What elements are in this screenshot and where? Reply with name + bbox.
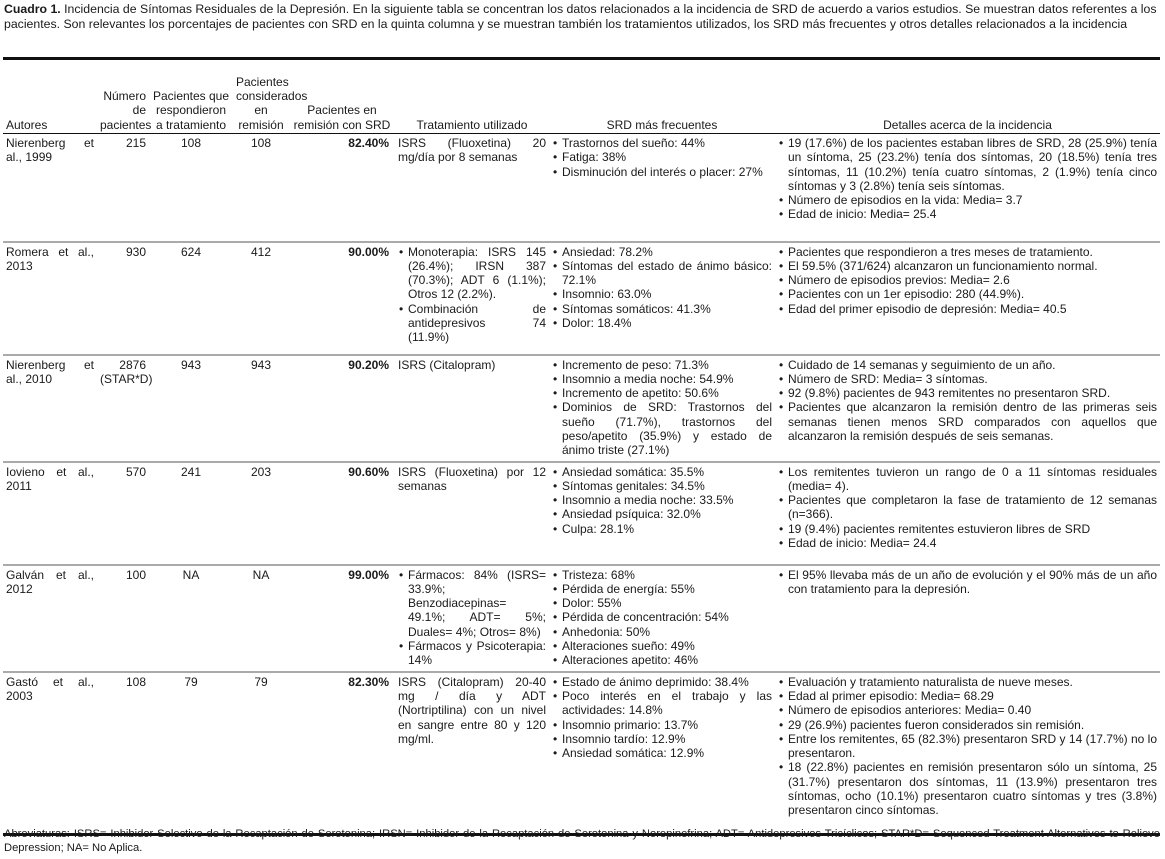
cell-responded: 943 (180, 357, 202, 372)
srd-item: • Síntomas del estado de ánimo básico: 72.1% (562, 259, 772, 288)
srd-item: • Ansiedad: 78.2% (562, 245, 772, 259)
header-numero-pacientes: Número de pacientes (100, 89, 152, 132)
treatment-item: • Combinación de antidepresivos 74 (11.9%) (408, 302, 546, 345)
detail-list (778, 675, 1157, 818)
cell-treatment (395, 462, 549, 565)
srd-item: • Pérdida de energía: 55% (562, 582, 772, 596)
srd-item: • Poco interés en el trabajo y las actividades: 14.8% (562, 689, 772, 718)
cell-num-patients: 108 (125, 674, 146, 689)
srd-list (552, 675, 772, 761)
cell-remission: 79 (254, 674, 268, 689)
srd-item: • Alteraciones sueño: 49% (562, 639, 772, 653)
srd-item: • Dolor: 55% (562, 596, 772, 610)
cell-details (775, 565, 1160, 672)
cell-srd (549, 355, 775, 462)
srd-item: • Incremento de peso: 71.3% (562, 358, 772, 372)
header-tratamiento: Tratamiento utilizado (416, 117, 528, 132)
srd-item: • Tristeza: 68% (562, 568, 772, 582)
srd-item: • Incremento de apetito: 50.6% (562, 386, 772, 400)
caption-text: Incidencia de Síntomas Residuales de la Depresión. En la siguiente tabla se concentran los datos relacionados a la incidencia de SRD de acuerdo a varios estudios. Se muestran datos referentes a los pacientes. Son relevantes los porcentajes de pacientes con SRD en la quinta columna y se muestran también los tratamientos utilizados, los SRD más frecuentes y otros detalles relacionados a la incidencia (4, 2, 1157, 32)
detail-item: • El 59.5% (371/624) alcanzaron un funcionamiento normal. (788, 259, 1157, 273)
srd-item: • Pérdida de concentración: 54% (562, 610, 772, 624)
detail-list (778, 136, 1157, 222)
srd-list (552, 568, 772, 668)
table-row (3, 134, 1160, 242)
cell-details (775, 242, 1160, 355)
table-row (3, 565, 1160, 672)
table-row (3, 672, 1160, 835)
cell-treatment (395, 134, 549, 242)
cell-num-patients: 570 (125, 464, 146, 479)
cell-treatment (395, 565, 549, 672)
treatment-item: • Monoterapia: ISRS 145 (26.4%); IRSN 387 (70.3%); ADT 6 (1.1%); Otros 12 (2.2%). (408, 245, 546, 302)
cell-treatment (395, 672, 549, 835)
detail-item: • Pacientes que respondieron a tres meses de tratamiento. (788, 245, 1157, 259)
srd-item: • Anhedonia: 50% (562, 625, 772, 639)
table-row (3, 355, 1160, 462)
detail-item: • Número de episodios previos: Media= 2.6 (788, 273, 1157, 287)
detail-item: • Número de episodios en la vida: Media= 3.7 (788, 193, 1157, 207)
detail-item: • 19 (9.4%) pacientes remitentes estuvieron libres de SRD (788, 522, 1157, 536)
cell-remission-srd-pct: 90.60% (348, 464, 389, 479)
srd-list (552, 465, 772, 536)
cell-treatment (395, 355, 549, 462)
srd-item: • Insomnio a media noche: 33.5% (562, 493, 772, 507)
cell-remission: 108 (250, 136, 272, 150)
cell-num-patients: 100 (125, 567, 146, 582)
srd-item: • Insomnio primario: 13.7% (562, 718, 772, 732)
header-respondieron: Pacientes que respondieron a tratamiento (152, 89, 230, 132)
cell-srd (549, 242, 775, 355)
cell-remission-srd-pct: 90.20% (348, 357, 389, 372)
cell-responded: 79 (184, 674, 198, 689)
srd-item: • Disminución del interés o placer: 27% (562, 165, 772, 179)
cell-num-patients: 930 (125, 244, 146, 259)
srd-item: • Culpa: 28.1% (562, 522, 772, 536)
cell-details (775, 462, 1160, 565)
treatment-list (398, 568, 546, 668)
treatment-item: • Fármacos: 84% (ISRS= 33.9%; Benzodiacepinas= 49.1%; ADT= 5%; Duales= 4%; Otros= 8%) (408, 568, 546, 639)
cell-num-patients: 2876 (STAR*D) (100, 357, 153, 386)
cell-responded: 241 (180, 464, 202, 479)
detail-item: • 92 (9.8%) pacientes de 943 remitentes no presentaron SRD. (788, 386, 1157, 400)
cell-remission: 203 (250, 464, 272, 479)
cell-remission: 412 (250, 244, 272, 259)
detail-list (778, 358, 1157, 444)
detail-list (778, 465, 1157, 551)
caption-label: Cuadro 1. (4, 2, 61, 16)
cell-num-patients: 215 (125, 136, 146, 150)
cell-authors: Romera et al., 2013 (6, 244, 94, 273)
cell-details (775, 355, 1160, 462)
srd-item: • Síntomas genitales: 34.5% (562, 479, 772, 493)
cell-remission-srd-pct: 82.30% (348, 674, 389, 689)
header-autores: Autores (6, 117, 48, 132)
cell-details (775, 134, 1160, 242)
header-remision: Pacientes considerados en remisión (236, 74, 308, 132)
detail-item: • Número de SRD: Media= 3 síntomas. (788, 372, 1157, 386)
srd-item: • Dolor: 18.4% (562, 316, 772, 330)
srd-list (552, 358, 772, 458)
srd-item: • Estado de ánimo deprimido: 38.4% (562, 675, 772, 689)
treatment-text: ISRS (Citalopram) (398, 357, 496, 372)
cell-responded: 108 (180, 136, 202, 150)
cell-responded: 624 (180, 244, 202, 259)
cell-authors: Nierenberg et al., 2010 (6, 357, 94, 386)
srd-item: • Trastornos del sueño: 44% (562, 136, 772, 150)
header-detalles: Detalles acerca de la incidencia (883, 117, 1052, 132)
detail-item: • 18 (22.8%) pacientes en remisión presentaron sólo un síntoma, 25 (31.7%) presentaron dos síntomas, 11 (13.9%) presentaron tres síntomas, ocho (10.1%) presentaron cuatro síntomas y tres (3.8%) presentaron cinco síntomas. (788, 760, 1157, 817)
detail-item: • Cuidado de 14 semanas y seguimiento de un año. (788, 358, 1157, 372)
srd-item: • Insomnio: 63.0% (562, 287, 772, 301)
srd-item: • Alteraciones apetito: 46% (562, 653, 772, 667)
cell-srd (549, 462, 775, 565)
cell-details (775, 672, 1160, 835)
detail-item: • Evaluación y tratamiento naturalista de nueve meses. (788, 675, 1157, 689)
cell-treatment (395, 242, 549, 355)
detail-item: • Edad del primer episodio de depresión: Media= 40.5 (788, 302, 1157, 316)
header-remision-srd: Pacientes en remisión con SRD (293, 103, 391, 132)
cell-authors: Galván et al., 2012 (6, 567, 94, 596)
detail-item: • Entre los remitentes, 65 (82.3%) presentaron SRD y 14 (17.7%) no lo presentaron. (788, 732, 1157, 761)
detail-item: • Edad al primer episodio: Media= 68.29 (788, 689, 1157, 703)
cell-authors: Nierenberg et al., 1999 (6, 136, 94, 165)
treatment-text: ISRS (Citalopram) 20-40 mg / día y ADT (Nortriptilina) con un nivel en sangre entre 80 y 120 mg/ml. (398, 674, 546, 746)
cell-remission-srd-pct: 82.40% (348, 136, 389, 150)
detail-item: • Número de episodios anteriores: Media= 0.40 (788, 703, 1157, 717)
srd-item: • Dominios de SRD: Trastornos del sueño (71.7%), trastornos del peso/apetito (35.9%) y estado de ánimo triste (27.1%) (562, 400, 772, 457)
cell-remission: 943 (250, 357, 272, 372)
detail-item: • Pacientes que alcanzaron la remisión dentro de las primeras seis semanas tienen menos SRD comparados con aquellos que alcanzaron la remisión después de seis semanas. (788, 400, 1157, 443)
incidence-table (3, 57, 1160, 836)
srd-item: • Ansiedad psíquica: 32.0% (562, 507, 772, 521)
detail-item: • El 95% llevaba más de un año de evolución y el 90% más de un año con tratamiento para la depresión. (788, 568, 1157, 597)
treatment-text: ISRS (Fluoxetina) por 12 semanas (398, 464, 546, 493)
table-header-row (3, 59, 1160, 134)
detail-list (778, 245, 1157, 316)
detail-item: • Edad de inicio: Media= 24.4 (788, 536, 1157, 550)
srd-item: • Síntomas somáticos: 41.3% (562, 302, 772, 316)
header-srd-frecuentes: SRD más frecuentes (606, 117, 718, 132)
table-row (3, 242, 1160, 355)
detail-list (778, 568, 1157, 597)
detail-item: • Edad de inicio: Media= 25.4 (788, 207, 1157, 221)
srd-item: • Insomnio tardío: 12.9% (562, 732, 772, 746)
srd-list (552, 136, 772, 179)
cell-remission: NA (252, 567, 270, 582)
table-row (3, 462, 1160, 565)
table-caption (4, 2, 1160, 32)
srd-item: • Insomnio a media noche: 54.9% (562, 372, 772, 386)
detail-item: • 29 (26.9%) pacientes fueron considerados sin remisión. (788, 718, 1157, 732)
detail-item: • Pacientes con un 1er episodio: 280 (44.9%). (788, 287, 1157, 301)
cell-srd (549, 134, 775, 242)
srd-item: • Fatiga: 38% (562, 150, 772, 164)
treatment-list (398, 245, 546, 345)
cell-authors: Gastó et al., 2003 (6, 674, 94, 703)
srd-item: • Ansiedad somática: 35.5% (562, 465, 772, 479)
cell-srd (549, 672, 775, 835)
cell-remission-srd-pct: 90.00% (348, 244, 389, 259)
cell-authors: Iovieno et al., 2011 (6, 464, 94, 493)
detail-item: • 19 (17.6%) de los pacientes estaban libres de SRD, 28 (25.9%) tenía un síntoma, 25 (23.2%) tenía dos síntomas, 20 (18.5%) tenía tres síntomas, 11 (10.2%) tenía cuatro síntomas, 2 (1.9%) tenía cinco síntomas y 3 (2.8%) tenía seis síntomas. (788, 136, 1157, 193)
srd-item: • Ansiedad somática: 12.9% (562, 746, 772, 760)
detail-item: • Los remitentes tuvieron un rango de 0 a 11 síntomas residuales (media= 4). (788, 465, 1157, 494)
srd-list (552, 245, 772, 331)
abbreviations-footnote: Abreviaturas: ISRS= Inhibidor Selectivo de la Recaptación de Serotonina; IRSN= Inhibidor de la Recaptación de Serotonina y Norepinefrina; ADT= Antidepresivos Tricíclicos; STAR*D= Sequenced Treatment Alternatives to Relieve Depression; NA= No Aplica. (4, 828, 1160, 854)
cell-srd (549, 565, 775, 672)
cell-responded: NA (182, 567, 200, 582)
treatment-item: • Fármacos y Psicoterapia: 14% (408, 639, 546, 668)
cell-remission-srd-pct: 99.00% (348, 567, 389, 582)
treatment-text: ISRS (Fluoxetina) 20 mg/día por 8 semanas (398, 136, 546, 165)
detail-item: • Pacientes que completaron la fase de tratamiento de 12 semanas (n=366). (788, 493, 1157, 522)
table-body (3, 134, 1160, 835)
